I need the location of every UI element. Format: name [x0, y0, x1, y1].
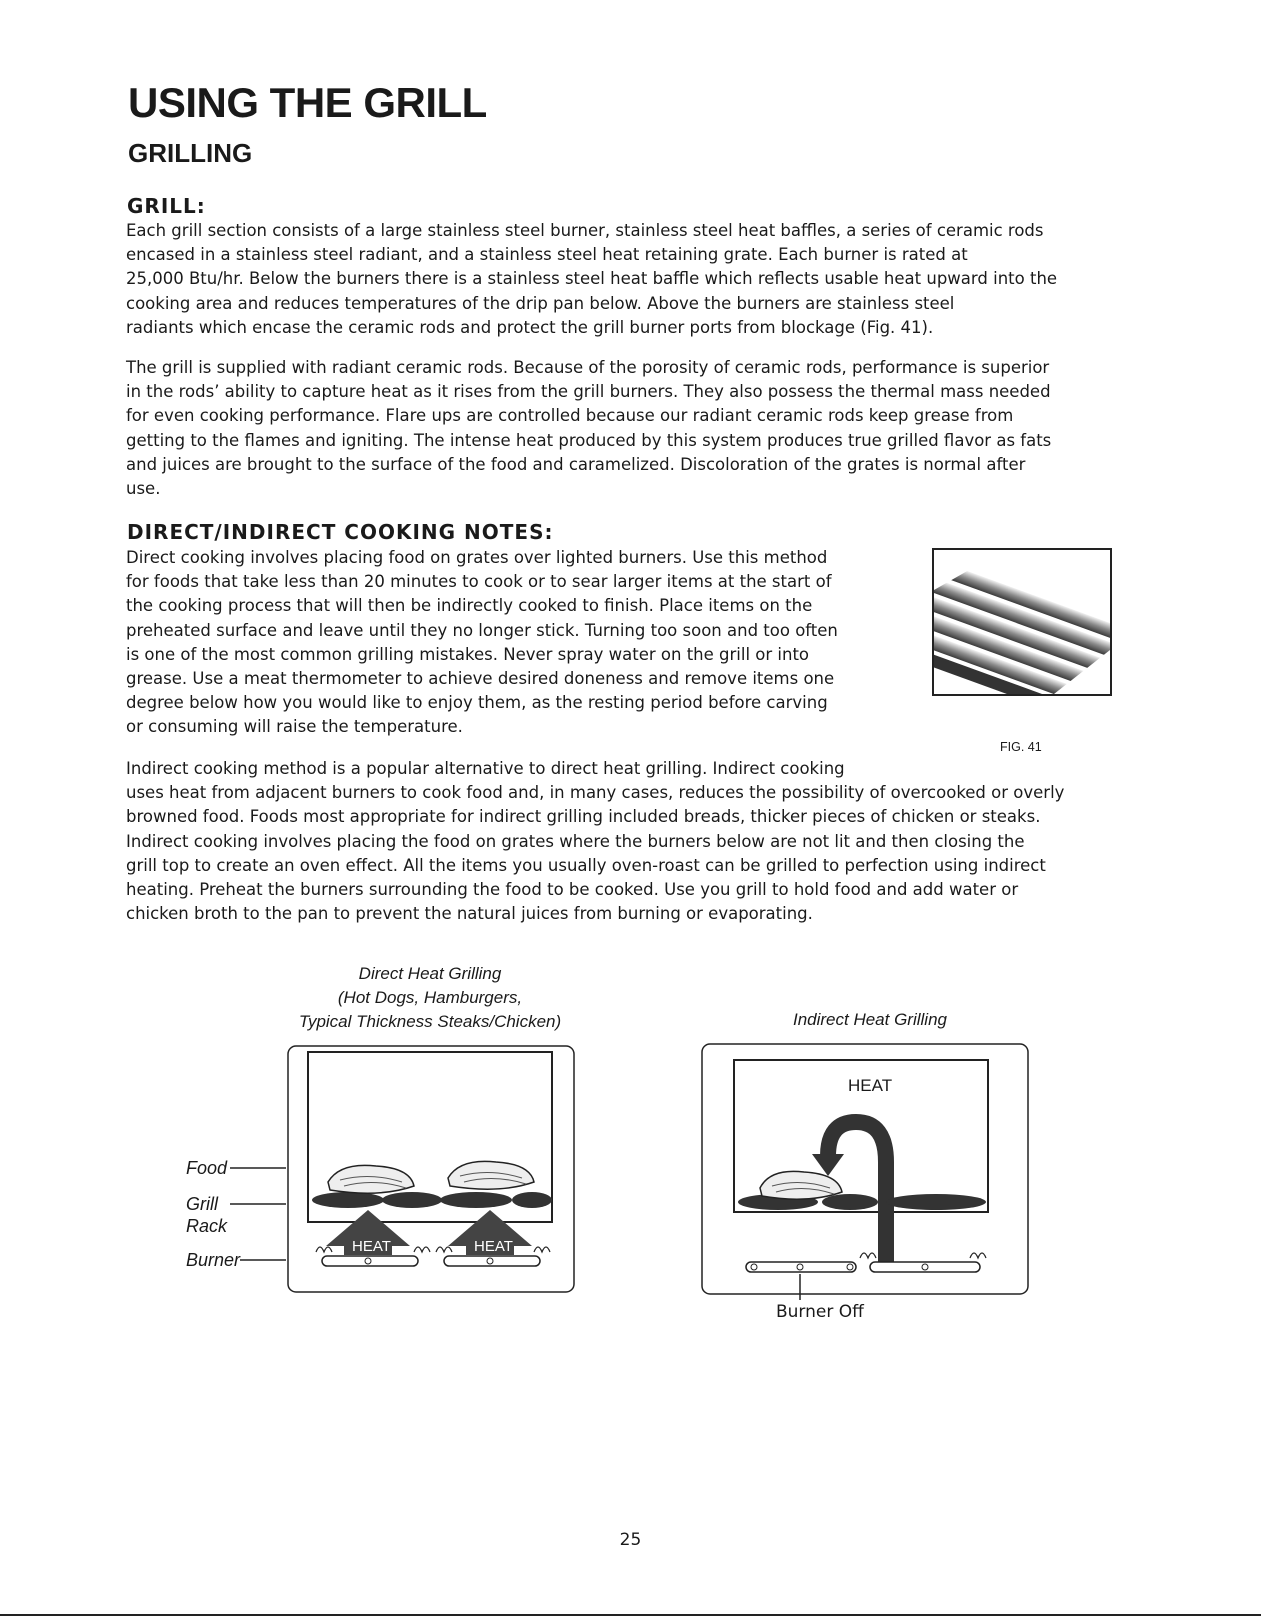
- grill-paragraph-2: [126, 356, 1051, 501]
- text-line: uses heat from adjacent burners to cook food and, in many cases, reduces the possibility of overcooked or overly: [126, 783, 1065, 803]
- text-line: or consuming will raise the temperature.: [126, 717, 463, 737]
- text-line: Indirect cooking method is a popular alternative to direct heat grilling. Indirect cooking: [126, 759, 845, 778]
- page-title: USING THE GRILL: [128, 79, 487, 126]
- text-line: browned food. Foods most appropriate for indirect grilling included breads, thicker pieces of chicken or steaks.: [126, 807, 1041, 827]
- text-line: is one of the most common grilling mistakes. Never spray water on the grill or into: [126, 644, 810, 664]
- text-line: for even cooking performance. Flare ups are controlled because our radiant ceramic rods keep grease from: [126, 406, 1014, 426]
- section-title: GRILLING: [128, 138, 253, 168]
- burner-off-label: Burner Off: [776, 1302, 864, 1322]
- indirect-cooking-paragraph: [126, 757, 1064, 926]
- text-line: use.: [126, 479, 161, 499]
- label-rack: Rack: [186, 1216, 228, 1236]
- text-line: Indirect cooking involves placing the food on grates where the burners below are not lit and then closing the: [126, 831, 1025, 851]
- direct-caption-3: Typical Thickness Steaks/Chicken): [298, 1012, 562, 1031]
- text-line: chicken broth to the pan to prevent the natural juices from burning or evaporating.: [126, 904, 813, 924]
- label-food: Food: [186, 1158, 228, 1178]
- indirect-heat-label: HEAT: [848, 1076, 893, 1095]
- page-number: 25: [619, 1530, 642, 1550]
- bottom-rule: [0, 1614, 1261, 1616]
- indirect-caption: Indirect Heat Grilling: [792, 1010, 947, 1029]
- direct-cooking-paragraph: [126, 546, 838, 740]
- text-line: the cooking process that will then be indirectly cooked to finish. Place items on the: [126, 596, 813, 616]
- grill-heading: GRILL:: [127, 194, 206, 218]
- fig-41-image: [932, 548, 1112, 696]
- text-line: radiants which encase the ceramic rods and protect the grill burner ports from blockage (Fig. 41).: [126, 317, 934, 337]
- text-line: Each grill section consists of a large stainless steel burner, stainless steel heat baffles, a series of ceramic rods: [126, 221, 1044, 240]
- text-line: preheated surface and leave until they no longer stick. Turning too soon and too often: [126, 620, 838, 640]
- direct-heat-label-1: HEAT: [352, 1238, 391, 1255]
- direct-caption-2: (Hot Dogs, Hamburgers,: [337, 988, 523, 1007]
- text-line: and juices are brought to the surface of the food and caramelized. Discoloration of the grates is normal after: [126, 454, 1026, 474]
- text-line: cooking area and reduces temperatures of the drip pan below. Above the burners are stainless steel: [126, 293, 955, 313]
- text-line: Direct cooking involves placing food on grates over lighted burners. Use this method: [126, 548, 828, 567]
- text-line: encased in a stainless steel radiant, and a stainless steel heat retaining grate. Each burner is rated at: [126, 245, 968, 265]
- text-line: grease. Use a meat thermometer to achieve desired doneness and remove items one: [126, 669, 835, 689]
- text-line: in the rods’ ability to capture heat as it rises from the grill burners. They also possess the thermal mass needed: [126, 382, 1051, 402]
- text-line: The grill is supplied with radiant ceramic rods. Because of the porosity of ceramic rods, performance is superior: [126, 358, 1050, 377]
- fig-41-label: FIG. 41: [1000, 740, 1042, 754]
- label-grill: Grill: [186, 1194, 218, 1214]
- text-line: heating. Preheat the burners surrounding the food to be cooked. Use you grill to hold food and add water or: [126, 880, 1019, 900]
- cooking-notes-heading: DIRECT/INDIRECT COOKING NOTES:: [127, 520, 554, 544]
- text-line: for foods that take less than 20 minutes to cook or to sear larger items at the start of: [126, 572, 832, 592]
- text-line: getting to the flames and igniting. The intense heat produced by this system produces true grilled flavor as fats: [126, 430, 1052, 450]
- label-burner: Burner: [186, 1250, 241, 1270]
- grill-paragraph-1: [126, 219, 1057, 340]
- text-line: grill top to create an oven effect. All the items you usually oven-roast can be grilled to perfection using indirect: [126, 855, 1046, 875]
- text-line: degree below how you would like to enjoy them, as the resting period before carving: [126, 693, 828, 713]
- grill-grate-illustration: [934, 550, 1110, 694]
- direct-caption-1: Direct Heat Grilling: [358, 964, 502, 983]
- text-line: 25,000 Btu/hr. Below the burners there is a stainless steel heat baffle which reflects usable heat upward into the: [126, 269, 1058, 289]
- direct-heat-label-2: HEAT: [474, 1238, 513, 1255]
